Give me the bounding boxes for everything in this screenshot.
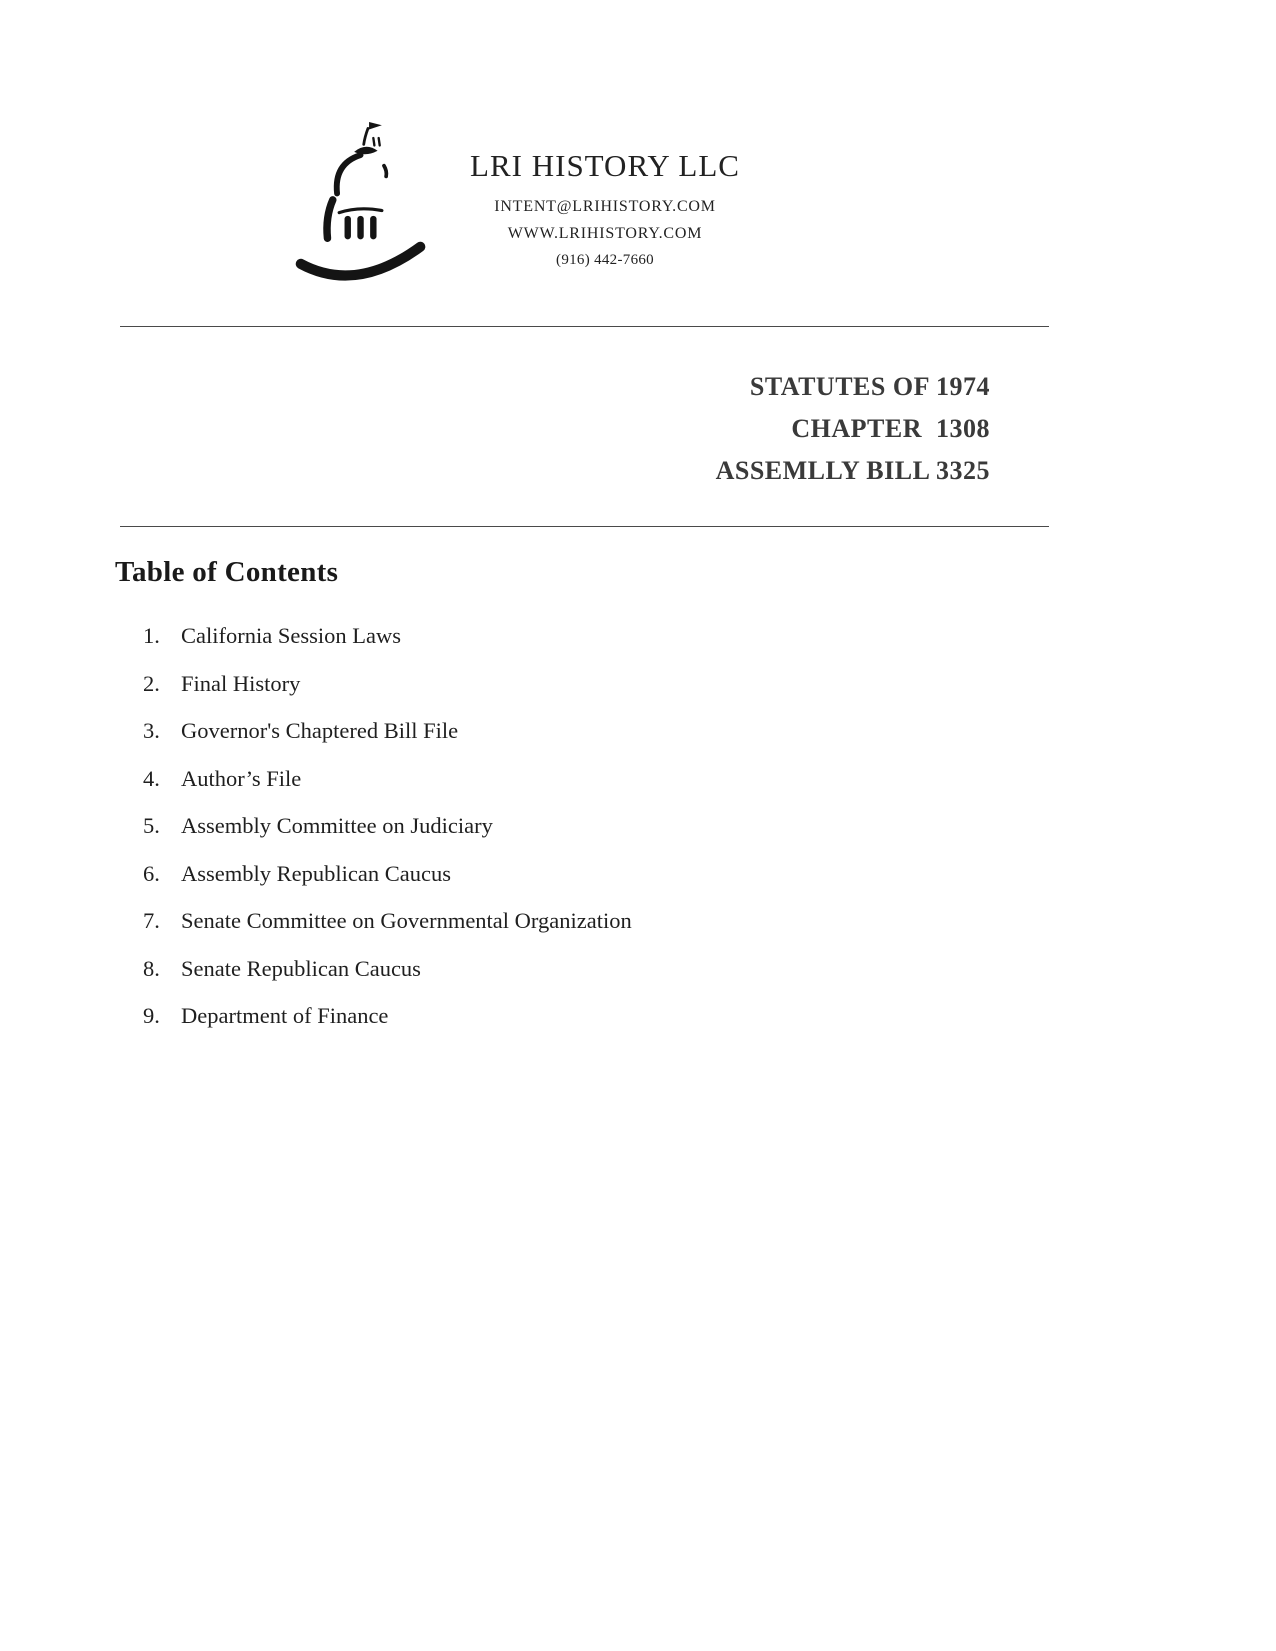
toc-item (143, 860, 1043, 888)
toc-item-number: 2. (143, 670, 160, 696)
toc-item-label: Department of Finance (181, 1003, 389, 1028)
toc-item-number: 6. (143, 860, 160, 886)
statute-line-chapter: CHAPTER 1308 (791, 414, 990, 443)
toc-item-label: Governor's Chaptered Bill File (181, 718, 459, 743)
company-name: LRI HISTORY LLC (470, 148, 740, 183)
toc-item-label: Assembly Committee on Judiciary (181, 813, 493, 838)
divider-bottom (120, 526, 1049, 527)
toc-item-number: 3. (143, 718, 160, 743)
company-email: INTENT@LRIHISTORY.COM (494, 198, 716, 215)
toc-item (143, 812, 1043, 840)
toc-item-number: 8. (143, 955, 160, 981)
toc-title: Table of Contents (115, 556, 339, 588)
toc-item (143, 907, 1043, 935)
toc-item (143, 717, 1043, 745)
toc-list (143, 622, 1043, 1050)
toc-item (143, 1002, 1043, 1030)
toc-item-label: Assembly Republican Caucus (181, 860, 451, 886)
company-website: WWW.LRIHISTORY.COM (507, 225, 703, 242)
toc-item (143, 955, 1043, 983)
toc-item-number: 9. (143, 1003, 160, 1028)
divider-top (120, 326, 1049, 327)
statute-heading-block (560, 366, 990, 492)
letterhead (455, 148, 755, 269)
capitol-building-sketch-icon (288, 112, 448, 292)
toc-item (143, 670, 1043, 698)
toc-item-label: Senate Committee on Governmental Organization (181, 908, 632, 933)
toc-item-number: 5. (143, 813, 160, 838)
toc-item-number: 1. (143, 623, 160, 648)
toc-item-label: Final History (181, 670, 301, 696)
toc-item-label: California Session Laws (181, 623, 401, 648)
company-phone: (916) 442-7660 (556, 252, 654, 268)
toc-item-label: Author’s File (181, 765, 302, 791)
toc-item-label: Senate Republican Caucus (181, 955, 421, 981)
statute-line-statutes: STATUTES OF 1974 (749, 372, 990, 401)
toc-item-number: 4. (143, 765, 160, 791)
toc-item-number: 7. (143, 908, 160, 933)
toc-item (143, 765, 1043, 793)
company-logo (288, 112, 448, 292)
toc-item (143, 622, 1043, 650)
statute-line-bill: ASSEMLLY BILL 3325 (715, 456, 990, 485)
